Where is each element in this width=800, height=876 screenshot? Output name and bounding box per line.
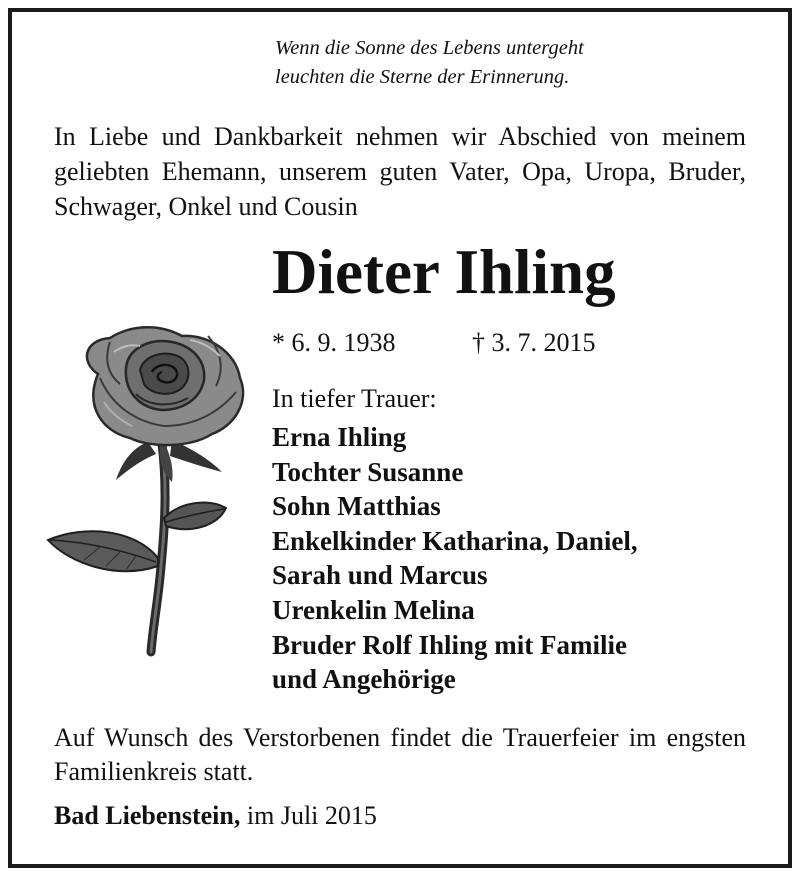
birth-date: * 6. 9. 1938	[272, 328, 396, 357]
rose-icon	[40, 322, 260, 662]
motto	[275, 34, 584, 92]
funeral-notice: Auf Wunsch des Verstorbenen findet die Trauerfeier im engsten Familienkreis statt.	[54, 723, 746, 786]
mourner-item: Urenkelin Melina	[272, 594, 475, 625]
motto-line-2: leuchten die Sterne der Erinnerung.	[275, 66, 570, 88]
mourner-item: Erna Ihling	[272, 422, 407, 452]
deceased-name: Dieter Ihling	[272, 237, 616, 307]
mourner-item: und Angehörige	[272, 664, 456, 695]
mourners-list	[272, 420, 638, 697]
mourner-item: Sarah und Marcus	[272, 560, 488, 591]
mourning-label: In tiefer Trauer:	[272, 384, 437, 413]
signoff	[54, 799, 377, 833]
mourner-item: Sohn Matthias	[272, 491, 441, 522]
mourner-item: Enkelkinder Katharina, Daniel,	[272, 525, 638, 556]
death-date: † 3. 7. 2015	[472, 328, 596, 357]
motto-line-1: Wenn die Sonne des Lebens untergeht	[275, 37, 584, 59]
intro-text: In Liebe und Dankbarkeit nehmen wir Abschied von meinem geliebten Ehemann, unserem guten Vater, Opa, Uropa, Bruder, Schwager, Onkel und Cousin	[54, 122, 746, 221]
life-dates	[272, 326, 596, 360]
mourner-item: Tochter Susanne	[272, 456, 464, 487]
signoff-place: Bad Liebenstein,	[54, 801, 241, 830]
signoff-date: im Juli 2015	[246, 801, 377, 830]
mourner-item: Bruder Rolf Ihling mit Familie	[272, 629, 627, 660]
